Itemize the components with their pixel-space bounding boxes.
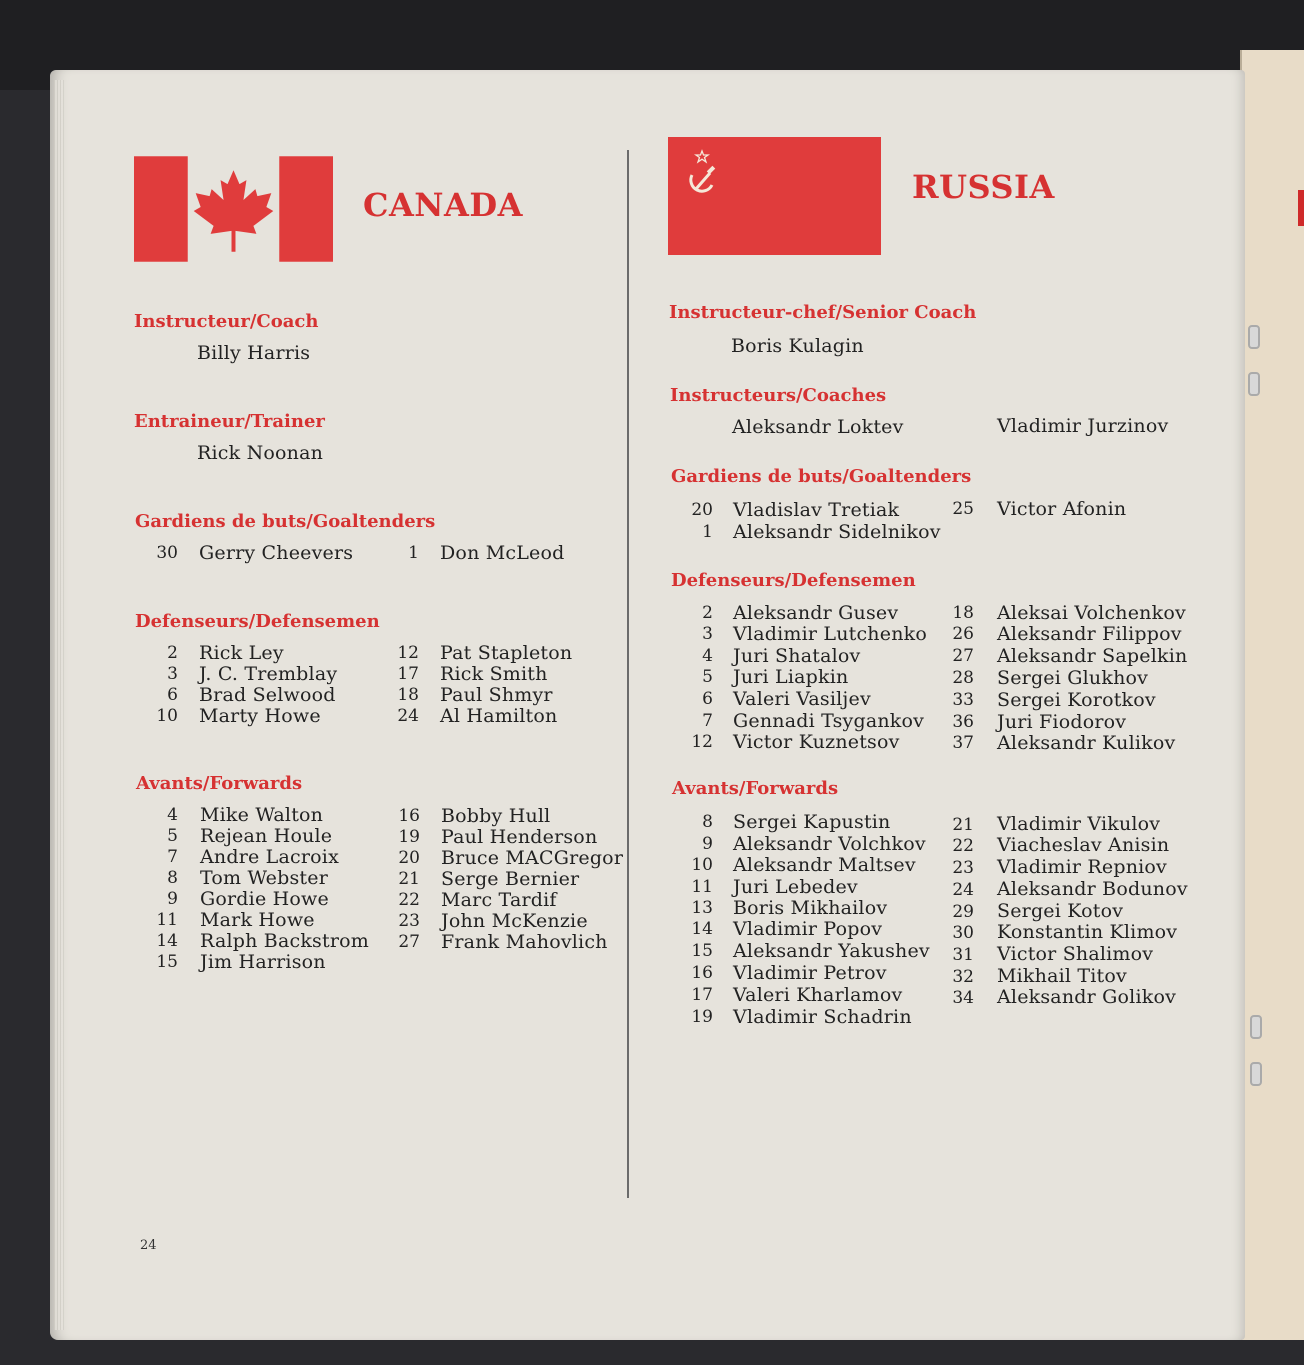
player-name: Vladimir Schadrin bbox=[733, 1006, 912, 1028]
player-number: 36 bbox=[952, 712, 974, 732]
player-name: Juri Fiodorov bbox=[997, 711, 1127, 733]
canada-trainer-name: Rick Noonan bbox=[197, 442, 324, 464]
player-name: Aleksandr Bodunov bbox=[997, 878, 1188, 900]
column-divider bbox=[627, 150, 629, 1198]
player-name: Rick Ley bbox=[199, 642, 284, 664]
player-number: 5 bbox=[702, 667, 713, 687]
player-name: Juri Liapkin bbox=[733, 666, 849, 688]
next-page-red-mark bbox=[1298, 190, 1304, 226]
player-number: 8 bbox=[702, 812, 713, 832]
player-name: Victor Kuznetsov bbox=[733, 731, 900, 753]
player-name: Tom Webster bbox=[200, 867, 328, 889]
russia-senior-coach-name: Boris Kulagin bbox=[731, 335, 864, 357]
russia-coach-name: Aleksandr Loktev bbox=[732, 416, 904, 438]
player-number: 31 bbox=[952, 945, 974, 965]
player-name: Bruce MACGregor bbox=[441, 847, 624, 869]
player-name: Aleksai Volchenkov bbox=[997, 602, 1186, 624]
player-number: 19 bbox=[398, 827, 420, 847]
russia-coaches-heading: Instructeurs/Coaches bbox=[670, 385, 887, 406]
player-number: 25 bbox=[952, 499, 974, 519]
player-number: 19 bbox=[691, 1007, 713, 1027]
player-name: J. C. Tremblay bbox=[199, 663, 338, 685]
canada-coach-heading: Instructeur/Coach bbox=[134, 311, 319, 332]
player-number: 29 bbox=[952, 902, 974, 922]
player-name: Juri Lebedev bbox=[733, 876, 858, 898]
player-number: 12 bbox=[691, 732, 713, 752]
player-name: Aleksandr Sapelkin bbox=[997, 645, 1188, 667]
player-name: Valeri Kharlamov bbox=[733, 984, 903, 1006]
player-number: 7 bbox=[167, 847, 178, 867]
player-number: 21 bbox=[952, 815, 974, 835]
player-name: Vladimir Vikulov bbox=[997, 813, 1161, 835]
player-number: 4 bbox=[167, 805, 178, 825]
canada-coach-name: Billy Harris bbox=[197, 342, 311, 364]
player-number: 12 bbox=[397, 643, 419, 663]
player-number: 1 bbox=[408, 543, 419, 563]
player-name: Pat Stapleton bbox=[440, 642, 573, 664]
player-name: Aleksandr Maltsev bbox=[733, 854, 916, 876]
player-number: 18 bbox=[397, 685, 419, 705]
hammer-sickle-star-icon bbox=[682, 149, 722, 197]
player-number: 11 bbox=[156, 910, 178, 930]
player-name: Vladislav Tretiak bbox=[733, 499, 900, 521]
player-number: 27 bbox=[952, 646, 974, 666]
player-number: 33 bbox=[952, 690, 974, 710]
player-number: 32 bbox=[952, 967, 974, 987]
russia-defense-heading: Defenseurs/Defensemen bbox=[671, 570, 916, 591]
canada-goalies-heading: Gardiens de buts/Goaltenders bbox=[135, 511, 436, 532]
player-name: Gerry Cheevers bbox=[199, 542, 354, 564]
player-number: 16 bbox=[398, 806, 420, 826]
player-number: 6 bbox=[167, 685, 178, 705]
player-name: John McKenzie bbox=[441, 910, 588, 932]
player-name: Vladimir Petrov bbox=[733, 962, 887, 984]
player-name: Aleksandr Gusev bbox=[733, 602, 899, 624]
player-number: 6 bbox=[702, 689, 713, 709]
player-number: 4 bbox=[702, 646, 713, 666]
player-number: 11 bbox=[691, 877, 713, 897]
player-name: Valeri Vasiljev bbox=[733, 688, 871, 710]
player-number: 26 bbox=[952, 624, 974, 644]
binding-ring bbox=[1248, 372, 1260, 396]
player-number: 10 bbox=[156, 706, 178, 726]
player-name: Vladimir Repniov bbox=[997, 856, 1167, 878]
player-name: Ralph Backstrom bbox=[200, 930, 369, 952]
player-number: 1 bbox=[702, 522, 713, 542]
player-name: Andre Lacroix bbox=[200, 846, 339, 868]
player-name: Serge Bernier bbox=[441, 868, 580, 890]
player-name: Viacheslav Anisin bbox=[997, 834, 1170, 856]
player-number: 15 bbox=[691, 941, 713, 961]
player-name: Sergei Korotkov bbox=[997, 689, 1156, 711]
player-name: Aleksandr Kulikov bbox=[997, 732, 1176, 754]
russia-forwards-heading: Avants/Forwards bbox=[672, 778, 839, 799]
player-number: 34 bbox=[952, 988, 974, 1008]
player-name: Victor Afonin bbox=[997, 498, 1127, 520]
binding-ring bbox=[1250, 1015, 1262, 1039]
player-number: 10 bbox=[691, 855, 713, 875]
player-number: 3 bbox=[167, 664, 178, 684]
player-name: Rejean Houle bbox=[200, 825, 333, 847]
player-number: 14 bbox=[156, 931, 178, 951]
player-name: Paul Henderson bbox=[441, 826, 598, 848]
player-number: 22 bbox=[398, 890, 420, 910]
binding-ring bbox=[1248, 325, 1260, 349]
player-name: Paul Shmyr bbox=[440, 684, 553, 706]
player-number: 23 bbox=[952, 858, 974, 878]
team-title-canada: CANADA bbox=[363, 186, 523, 224]
player-name: Sergei Kapustin bbox=[733, 811, 891, 833]
player-number: 5 bbox=[167, 826, 178, 846]
player-name: Aleksandr Sidelnikov bbox=[733, 521, 941, 543]
player-number: 20 bbox=[691, 500, 713, 520]
player-name: Vladimir Popov bbox=[733, 918, 883, 940]
player-number: 30 bbox=[156, 543, 178, 563]
player-number: 2 bbox=[167, 643, 178, 663]
player-name: Boris Mikhailov bbox=[733, 897, 888, 919]
player-name: Aleksandr Golikov bbox=[997, 986, 1177, 1008]
player-name: Brad Selwood bbox=[199, 684, 336, 706]
player-number: 8 bbox=[167, 868, 178, 888]
russia-senior-coach-heading: Instructeur-chef/Senior Coach bbox=[669, 302, 977, 323]
russia-goalies-heading: Gardiens de buts/Goaltenders bbox=[671, 466, 972, 487]
player-number: 13 bbox=[691, 898, 713, 918]
page-stack-edge bbox=[54, 80, 64, 1330]
player-number: 9 bbox=[702, 834, 713, 854]
canada-trainer-heading: Entraineur/Trainer bbox=[134, 411, 325, 432]
player-number: 2 bbox=[702, 603, 713, 623]
player-name: Al Hamilton bbox=[440, 705, 558, 727]
player-number: 37 bbox=[952, 733, 974, 753]
player-number: 28 bbox=[952, 668, 974, 688]
player-name: Bobby Hull bbox=[441, 805, 551, 827]
player-name: Gennadi Tsygankov bbox=[733, 710, 925, 732]
player-name: Konstantin Klimov bbox=[997, 921, 1178, 943]
player-name: Rick Smith bbox=[440, 663, 548, 685]
player-name: Mike Walton bbox=[200, 804, 324, 826]
player-name: Aleksandr Filippov bbox=[997, 623, 1182, 645]
player-name: Mikhail Titov bbox=[997, 965, 1127, 987]
player-number: 20 bbox=[398, 848, 420, 868]
player-number: 24 bbox=[952, 880, 974, 900]
player-number: 30 bbox=[952, 923, 974, 943]
player-name: Frank Mahovlich bbox=[441, 931, 608, 953]
player-name: Don McLeod bbox=[440, 542, 565, 564]
binding-ring bbox=[1250, 1062, 1262, 1086]
player-number: 24 bbox=[397, 706, 419, 726]
player-name: Marc Tardif bbox=[441, 889, 557, 911]
player-name: Mark Howe bbox=[200, 909, 315, 931]
player-name: Victor Shalimov bbox=[997, 943, 1154, 965]
player-number: 17 bbox=[397, 664, 419, 684]
player-number: 16 bbox=[691, 963, 713, 983]
next-page-edge bbox=[1240, 50, 1304, 1340]
player-name: Gordie Howe bbox=[200, 888, 329, 910]
player-number: 21 bbox=[398, 869, 420, 889]
canada-forwards-heading: Avants/Forwards bbox=[136, 773, 303, 794]
page-number: 24 bbox=[140, 1238, 157, 1253]
player-name: Sergei Kotov bbox=[997, 900, 1124, 922]
canada-defense-heading: Defenseurs/Defensemen bbox=[135, 611, 380, 632]
player-number: 18 bbox=[952, 603, 974, 623]
player-name: Marty Howe bbox=[199, 705, 321, 727]
player-number: 15 bbox=[156, 952, 178, 972]
player-name: Sergei Glukhov bbox=[997, 667, 1149, 689]
player-number: 23 bbox=[398, 911, 420, 931]
russia-coach-name: Vladimir Jurzinov bbox=[997, 415, 1169, 437]
player-number: 27 bbox=[398, 932, 420, 952]
player-number: 14 bbox=[691, 919, 713, 939]
player-name: Juri Shatalov bbox=[733, 645, 861, 667]
player-name: Aleksandr Yakushev bbox=[733, 940, 930, 962]
player-number: 7 bbox=[702, 711, 713, 731]
canada-flag bbox=[134, 156, 333, 262]
ussr-flag bbox=[668, 137, 881, 255]
player-number: 9 bbox=[167, 889, 178, 909]
team-title-russia: RUSSIA bbox=[912, 168, 1055, 206]
player-name: Vladimir Lutchenko bbox=[733, 623, 927, 645]
player-name: Aleksandr Volchkov bbox=[733, 833, 926, 855]
player-number: 22 bbox=[952, 836, 974, 856]
player-number: 3 bbox=[702, 624, 713, 644]
player-name: Jim Harrison bbox=[200, 951, 326, 973]
player-number: 17 bbox=[691, 985, 713, 1005]
